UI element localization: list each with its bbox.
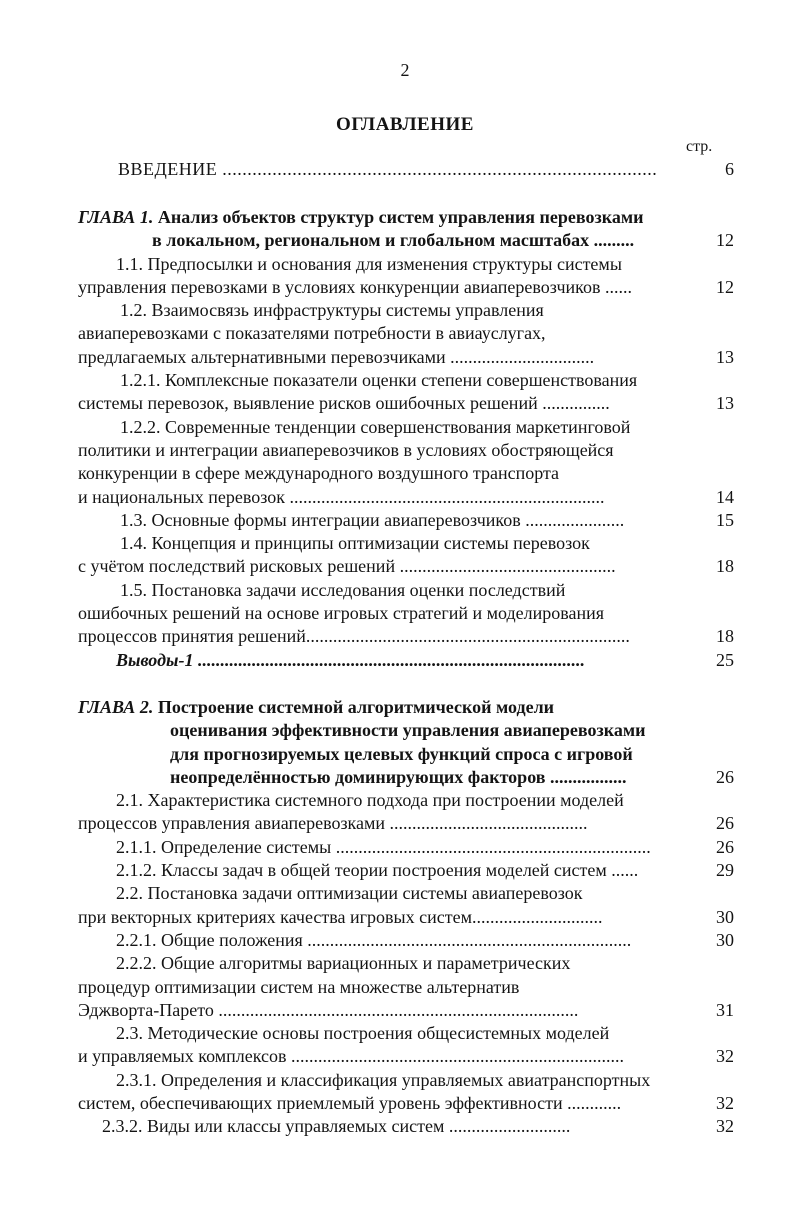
page-number: 2 xyxy=(400,60,410,80)
page-ref: 12 xyxy=(716,276,734,297)
page-ref: 29 xyxy=(716,860,734,881)
table-of-contents xyxy=(78,156,734,1139)
toc-entry-2-1-1[interactable]: 2.1.1. Определение системы ...................................................................... 26 xyxy=(78,836,734,859)
page-ref: 18 xyxy=(716,556,734,577)
toc-entry-1-5[interactable]: 1.5. Постановка задачи исследования оценки последствий ошибочных решений на основе игровых стратегий и моделирования процессов принятия решений........................................................................ 18 xyxy=(78,579,734,649)
chapter-label: ГЛАВА 1. xyxy=(78,207,154,227)
page-ref: 14 xyxy=(716,486,734,507)
toc-entry-2-3-1[interactable]: 2.3.1. Определения и классификация управляемых авиатранспортных систем, обеспечивающих приемлемый уровень эффективности ............ 32 xyxy=(78,1069,734,1116)
page-ref: 32 xyxy=(716,1116,734,1137)
page-ref: 6 xyxy=(725,159,734,179)
page-title: ОГЛАВЛЕНИЕ xyxy=(336,114,474,135)
page-ref: 26 xyxy=(716,836,734,857)
toc-entry-introduction[interactable]: ВВЕДЕНИЕ ....................................................................................... 6 xyxy=(78,156,734,182)
page-ref: 26 xyxy=(716,766,734,787)
toc-entry-2-3[interactable]: 2.3. Методические основы построения общесистемных моделей и управляемых комплексов .......................................................................... 32 xyxy=(78,1022,734,1069)
page-ref: 18 xyxy=(716,626,734,647)
toc-entry-2-2[interactable]: 2.2. Постановка задачи оптимизации системы авиаперевозок при векторных критериях качества игровых систем............................. 30 xyxy=(78,882,734,929)
toc-entry-2-1-2[interactable]: 2.1.2. Классы задач в общей теории построения моделей систем ...... 29 xyxy=(78,859,734,882)
page-ref: 32 xyxy=(716,1092,734,1113)
toc-entry-2-1[interactable]: 2.1. Характеристика системного подхода при построении моделей процессов управления авиаперевозками ............................................ 26 xyxy=(78,789,734,836)
page-ref: 31 xyxy=(716,999,734,1020)
toc-chapter-2[interactable]: ГЛАВА 2. Построение системной алгоритмической модели оценивания эффективности управления авиаперевозками для прогнозируемых целевых функций спроса с игровой неопределённостью доминирующих факторов ................. 26 xyxy=(78,696,734,789)
page-column-label: стр. xyxy=(686,138,713,155)
toc-entry-2-2-1[interactable]: 2.2.1. Общие положения ........................................................................ 30 xyxy=(78,929,734,952)
page-ref: 12 xyxy=(716,230,734,251)
page-ref: 25 xyxy=(716,649,734,670)
toc-entry-conclusions-1[interactable]: Выводы-1 ...................................................................................... 25 xyxy=(78,649,734,672)
toc-entry-2-2-2[interactable]: 2.2.2. Общие алгоритмы вариационных и параметрических процедур оптимизации систем на множестве альтернатив Эджворта-Парето ................................................................................ 31 xyxy=(78,952,734,1022)
page-ref: 30 xyxy=(716,906,734,927)
page-ref: 13 xyxy=(716,393,734,414)
toc-entry-1-1[interactable]: 1.1. Предпосылки и основания для изменения структуры системы управления перевозками в условиях конкуренции авиаперевозчиков ...... 12 xyxy=(78,253,734,300)
toc-entry-1-3[interactable]: 1.3. Основные формы интеграции авиаперевозчиков ...................... 15 xyxy=(78,509,734,532)
page-ref: 32 xyxy=(716,1046,734,1067)
toc-chapter-1[interactable]: ГЛАВА 1. Анализ объектов структур систем управления перевозками в локальном, региональном и глобальном масштабах ......... 12 xyxy=(78,206,734,253)
page-ref: 13 xyxy=(716,346,734,367)
toc-entry-1-2[interactable]: 1.2. Взаимосвязь инфраструктуры системы управления авиаперевозками с показателями потребности в авиауслугах, предлагаемых альтернативными перевозчиками ................................ 13 xyxy=(78,299,734,369)
toc-entry-1-2-1[interactable]: 1.2.1. Комплексные показатели оценки степени совершенствования системы перевозок, выявление рисков ошибочных решений ............... 13 xyxy=(78,369,734,416)
toc-entry-2-3-2[interactable]: 2.3.2. Виды или классы управляемых систем ........................... 32 xyxy=(78,1115,734,1138)
page-ref: 30 xyxy=(716,929,734,950)
chapter-label: ГЛАВА 2. xyxy=(78,696,154,717)
page-ref: 15 xyxy=(716,509,734,530)
page-ref: 26 xyxy=(716,813,734,834)
toc-entry-1-2-2[interactable]: 1.2.2. Современные тенденции совершенствования маркетинговой политики и интеграции авиаперевозчиков в условиях обостряющейся конкуренции в сфере международного воздушного транспорта и национальных перевозок ...................................................................... 14 xyxy=(78,416,734,509)
toc-entry-1-4[interactable]: 1.4. Концепция и принципы оптимизации системы перевозок с учётом последствий рисковых решений ................................................ 18 xyxy=(78,532,734,579)
